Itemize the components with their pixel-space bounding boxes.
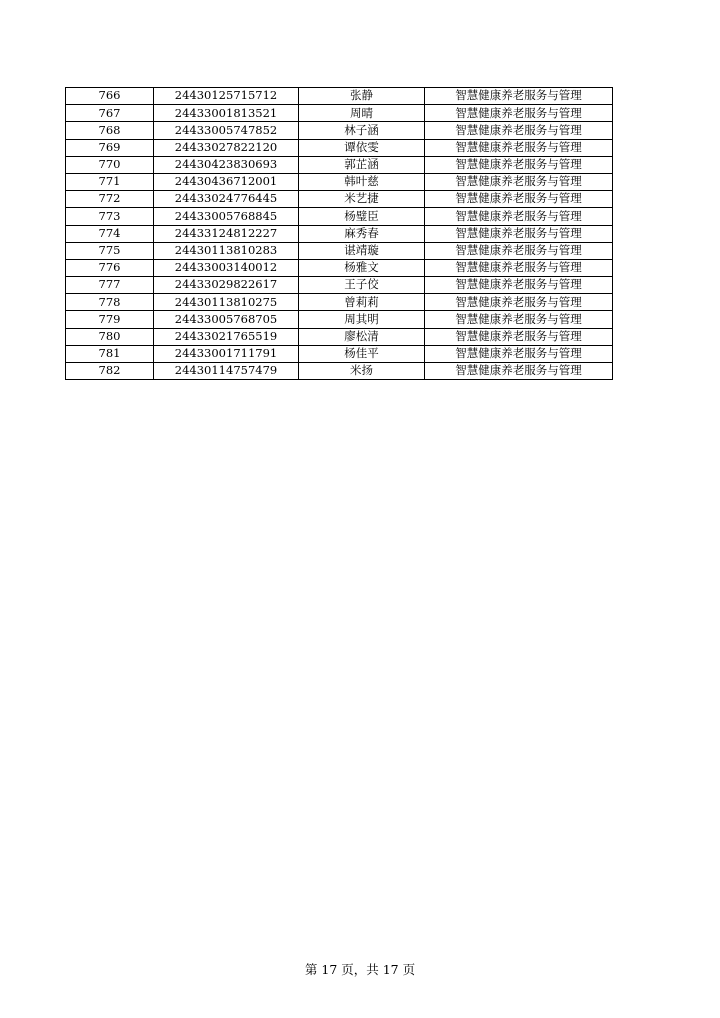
major-cell: 智慧健康养老服务与管理 <box>425 156 613 173</box>
row-number-cell: 778 <box>66 294 154 311</box>
student-id-cell: 24433001711791 <box>154 345 299 362</box>
table-row <box>66 363 613 380</box>
table-row <box>66 139 613 156</box>
major-cell: 智慧健康养老服务与管理 <box>425 173 613 190</box>
row-number-cell: 770 <box>66 156 154 173</box>
roster-body <box>66 88 613 380</box>
row-number-cell: 766 <box>66 88 154 105</box>
table-row <box>66 225 613 242</box>
major-cell: 智慧健康养老服务与管理 <box>425 191 613 208</box>
table-row <box>66 156 613 173</box>
student-name-cell: 杨雅文 <box>299 259 425 276</box>
table-row <box>66 345 613 362</box>
row-number-cell: 772 <box>66 191 154 208</box>
major-cell: 智慧健康养老服务与管理 <box>425 345 613 362</box>
student-id-cell: 24430125715712 <box>154 88 299 105</box>
row-number-cell: 776 <box>66 259 154 276</box>
major-cell: 智慧健康养老服务与管理 <box>425 225 613 242</box>
student-name-cell: 周其明 <box>299 311 425 328</box>
student-name-cell: 王子佼 <box>299 277 425 294</box>
student-name-cell: 杨璧臣 <box>299 208 425 225</box>
student-id-cell: 24433003140012 <box>154 259 299 276</box>
table-row <box>66 242 613 259</box>
major-cell: 智慧健康养老服务与管理 <box>425 277 613 294</box>
student-id-cell: 24430114757479 <box>154 363 299 380</box>
table-row <box>66 208 613 225</box>
page-number-footer: 第 17 页，共 17 页 <box>304 962 416 977</box>
student-id-cell: 24433005747852 <box>154 122 299 139</box>
table-row <box>66 105 613 122</box>
row-number-cell: 779 <box>66 311 154 328</box>
table-row <box>66 191 613 208</box>
row-number-cell: 774 <box>66 225 154 242</box>
student-id-cell: 24430113810275 <box>154 294 299 311</box>
student-name-cell: 杨佳平 <box>299 345 425 362</box>
student-name-cell: 郭芷涵 <box>299 156 425 173</box>
student-name-cell: 林子涵 <box>299 122 425 139</box>
row-number-cell: 769 <box>66 139 154 156</box>
table-row <box>66 328 613 345</box>
table-row <box>66 294 613 311</box>
major-cell: 智慧健康养老服务与管理 <box>425 363 613 380</box>
table-row <box>66 122 613 139</box>
row-number-cell: 781 <box>66 345 154 362</box>
row-number-cell: 767 <box>66 105 154 122</box>
row-number-cell: 777 <box>66 277 154 294</box>
row-number-cell: 768 <box>66 122 154 139</box>
student-id-cell: 24433029822617 <box>154 277 299 294</box>
student-id-cell: 24430423830693 <box>154 156 299 173</box>
row-number-cell: 782 <box>66 363 154 380</box>
row-number-cell: 773 <box>66 208 154 225</box>
row-number-cell: 780 <box>66 328 154 345</box>
student-name-cell: 米艺捷 <box>299 191 425 208</box>
row-number-cell: 771 <box>66 173 154 190</box>
student-name-cell: 周晴 <box>299 105 425 122</box>
student-id-cell: 24433001813521 <box>154 105 299 122</box>
student-name-cell: 曾莉莉 <box>299 294 425 311</box>
student-name-cell: 谌靖璇 <box>299 242 425 259</box>
student-name-cell: 张静 <box>299 88 425 105</box>
student-id-cell: 24433027822120 <box>154 139 299 156</box>
major-cell: 智慧健康养老服务与管理 <box>425 122 613 139</box>
student-name-cell: 麻秀春 <box>299 225 425 242</box>
student-name-cell: 谭依雯 <box>299 139 425 156</box>
major-cell: 智慧健康养老服务与管理 <box>425 294 613 311</box>
table-row <box>66 259 613 276</box>
major-cell: 智慧健康养老服务与管理 <box>425 208 613 225</box>
student-id-cell: 24433021765519 <box>154 328 299 345</box>
student-name-cell: 廖松清 <box>299 328 425 345</box>
table-row <box>66 277 613 294</box>
major-cell: 智慧健康养老服务与管理 <box>425 328 613 345</box>
student-id-cell: 24430113810283 <box>154 242 299 259</box>
student-name-cell: 米扬 <box>299 363 425 380</box>
student-name-cell: 韩叶慈 <box>299 173 425 190</box>
student-id-cell: 24433005768705 <box>154 311 299 328</box>
major-cell: 智慧健康养老服务与管理 <box>425 88 613 105</box>
student-roster-table <box>65 87 613 380</box>
row-number-cell: 775 <box>66 242 154 259</box>
student-id-cell: 24433005768845 <box>154 208 299 225</box>
student-id-cell: 24433124812227 <box>154 225 299 242</box>
student-id-cell: 24433024776445 <box>154 191 299 208</box>
student-id-cell: 24430436712001 <box>154 173 299 190</box>
table-row <box>66 311 613 328</box>
major-cell: 智慧健康养老服务与管理 <box>425 105 613 122</box>
major-cell: 智慧健康养老服务与管理 <box>425 242 613 259</box>
table-row <box>66 173 613 190</box>
major-cell: 智慧健康养老服务与管理 <box>425 139 613 156</box>
table-row <box>66 88 613 105</box>
major-cell: 智慧健康养老服务与管理 <box>425 311 613 328</box>
major-cell: 智慧健康养老服务与管理 <box>425 259 613 276</box>
